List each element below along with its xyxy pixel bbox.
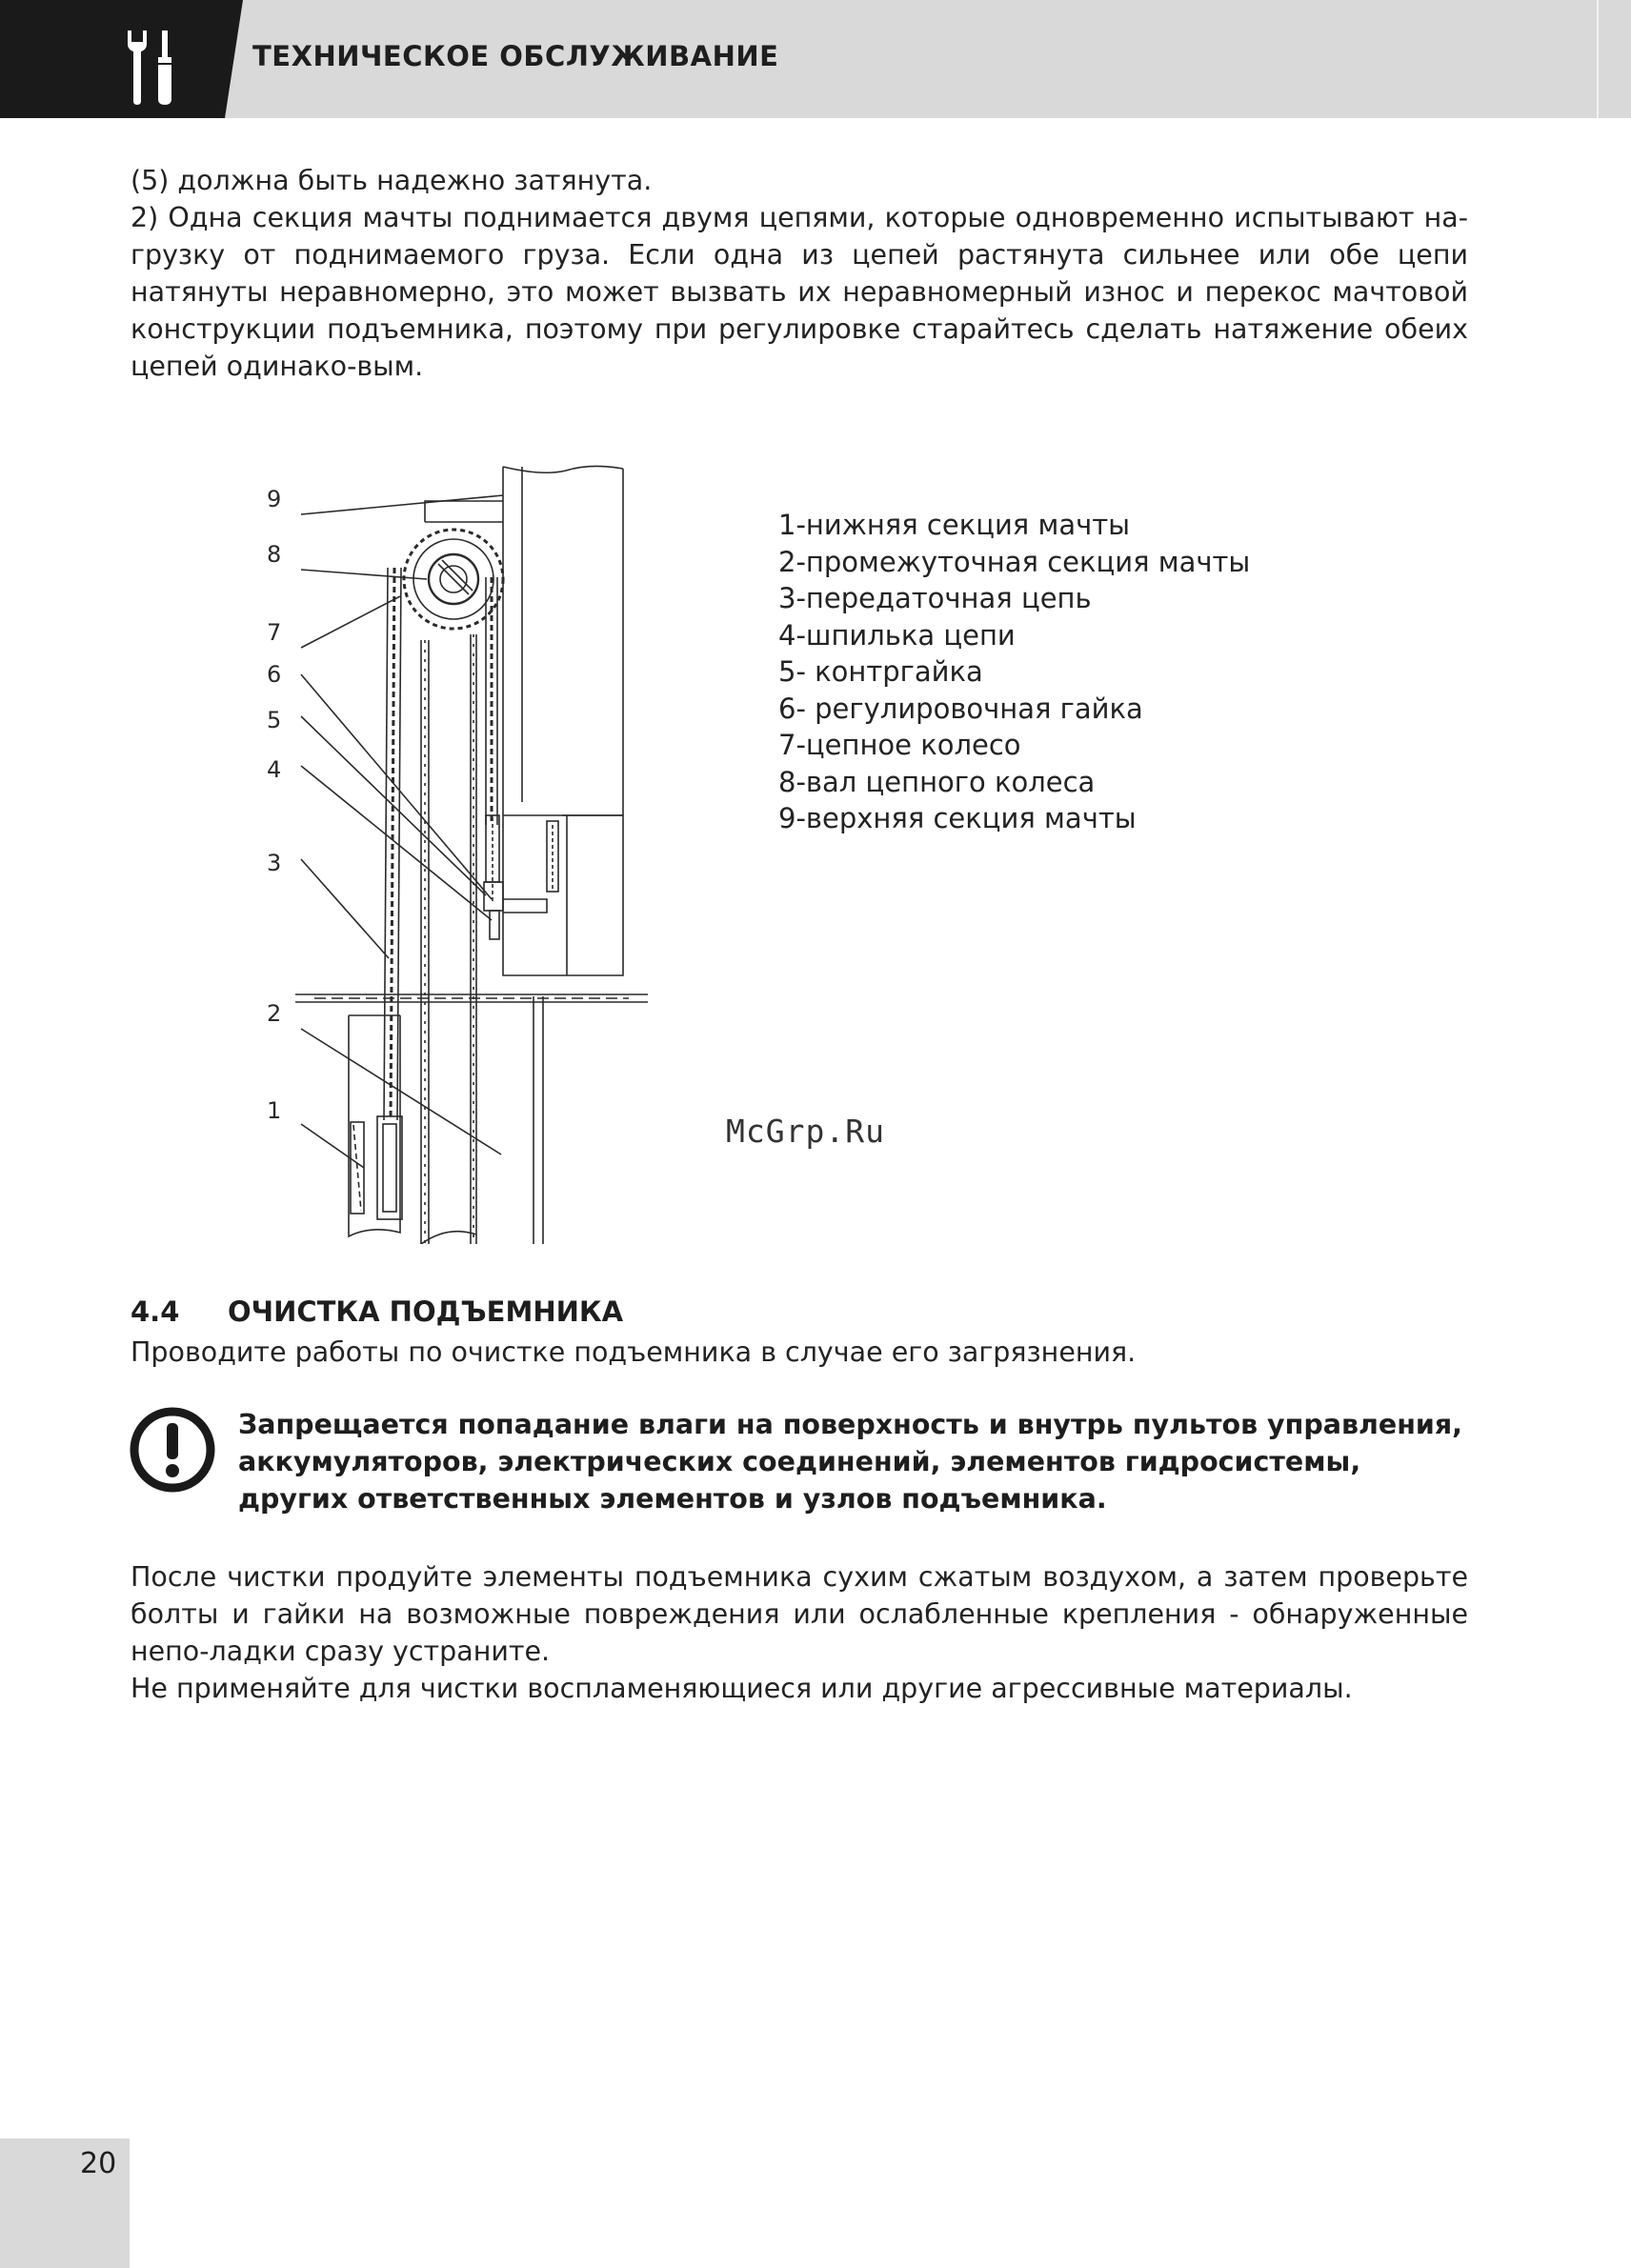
diagram-legend bbox=[778, 507, 1250, 837]
page-number: 20 bbox=[80, 2147, 117, 2180]
after-cleaning-paragraph-1: После чистки продуйте элементы подъемника сухим сжатым воздухом, а затем проверьте болты и гайки на возможные повреждения или ослабленные крепления - обнаруженные непо-ладки сразу устраните. bbox=[131, 1561, 1468, 1667]
section-heading bbox=[131, 1295, 623, 1328]
section-text bbox=[131, 1334, 1468, 1371]
section-number: 4.4 bbox=[131, 1295, 180, 1328]
legend-item: 4-шпилька цепи bbox=[778, 618, 1016, 652]
diagram-label-5: 5 bbox=[267, 707, 282, 733]
diagram-label-6: 6 bbox=[267, 661, 282, 688]
intro-paragraph-2: 2) Одна секция мачты поднимается двумя цепями, которые одновременно испытывают на-грузку от поднимаемого груза. Если одна из цепей растянута сильнее или обе цепи натянуты неравномерно, это может вызвать их неравномерный износ и перекос мачтовой конструкции подъемника, поэтому при регулировке старайтесь сделать натяжение обеих цепей одинако-вым. bbox=[131, 202, 1468, 382]
legend-item: 7-цепное колесо bbox=[778, 729, 1021, 761]
legend-item: 8-вал цепного колеса bbox=[778, 765, 1096, 798]
tools-icon bbox=[122, 29, 181, 105]
section-title: ОЧИСТКА ПОДЪЕМНИКА bbox=[228, 1295, 624, 1328]
mast-chain-diagram bbox=[257, 463, 657, 1244]
exclamation-icon bbox=[129, 1406, 216, 1494]
legend-item: 1-нижняя секция мачты bbox=[778, 509, 1131, 541]
intro-line-1: (5) должна быть надежно затянута. bbox=[131, 165, 653, 196]
legend-item: 9-верхняя секция мачты bbox=[778, 802, 1137, 834]
diagram-label-7: 7 bbox=[267, 619, 282, 646]
watermark: McGrp.Ru bbox=[726, 1113, 885, 1150]
diagram-label-2: 2 bbox=[267, 1000, 282, 1027]
diagram-label-3: 3 bbox=[267, 850, 282, 876]
section-paragraph: Проводите работы по очистке подъемника в случае его загрязнения. bbox=[131, 1336, 1137, 1368]
legend-item: 5- контргайка bbox=[778, 655, 983, 688]
warning-text: Запрещается попадание влаги на поверхность и внутрь пультов управления, аккумуляторов, электрических соединений, элементов гидросистемы, других ответственных элементов и узлов подъемника. bbox=[238, 1409, 1462, 1515]
legend-item: 2-промежуточная секция мачты bbox=[778, 545, 1251, 578]
legend-item: 3-передаточная цепь bbox=[778, 582, 1092, 614]
after-cleaning-paragraph-2: Не применяйте для чистки воспламеняющиеся или другие агрессивные материалы. bbox=[131, 1673, 1353, 1704]
diagram-label-4: 4 bbox=[267, 756, 282, 783]
legend-item: 6- регулировочная гайка bbox=[778, 692, 1143, 725]
diagram-label-9: 9 bbox=[267, 486, 282, 512]
diagram-label-8: 8 bbox=[267, 541, 282, 568]
page-header-title: ТЕХНИЧЕСКОЕ ОБСЛУЖИВАНИЕ bbox=[252, 40, 779, 72]
intro-text bbox=[131, 162, 1468, 385]
header-band bbox=[0, 0, 1631, 118]
header-divider bbox=[1597, 0, 1599, 118]
diagram-label-1: 1 bbox=[267, 1097, 282, 1124]
after-cleaning-text bbox=[131, 1558, 1468, 1707]
